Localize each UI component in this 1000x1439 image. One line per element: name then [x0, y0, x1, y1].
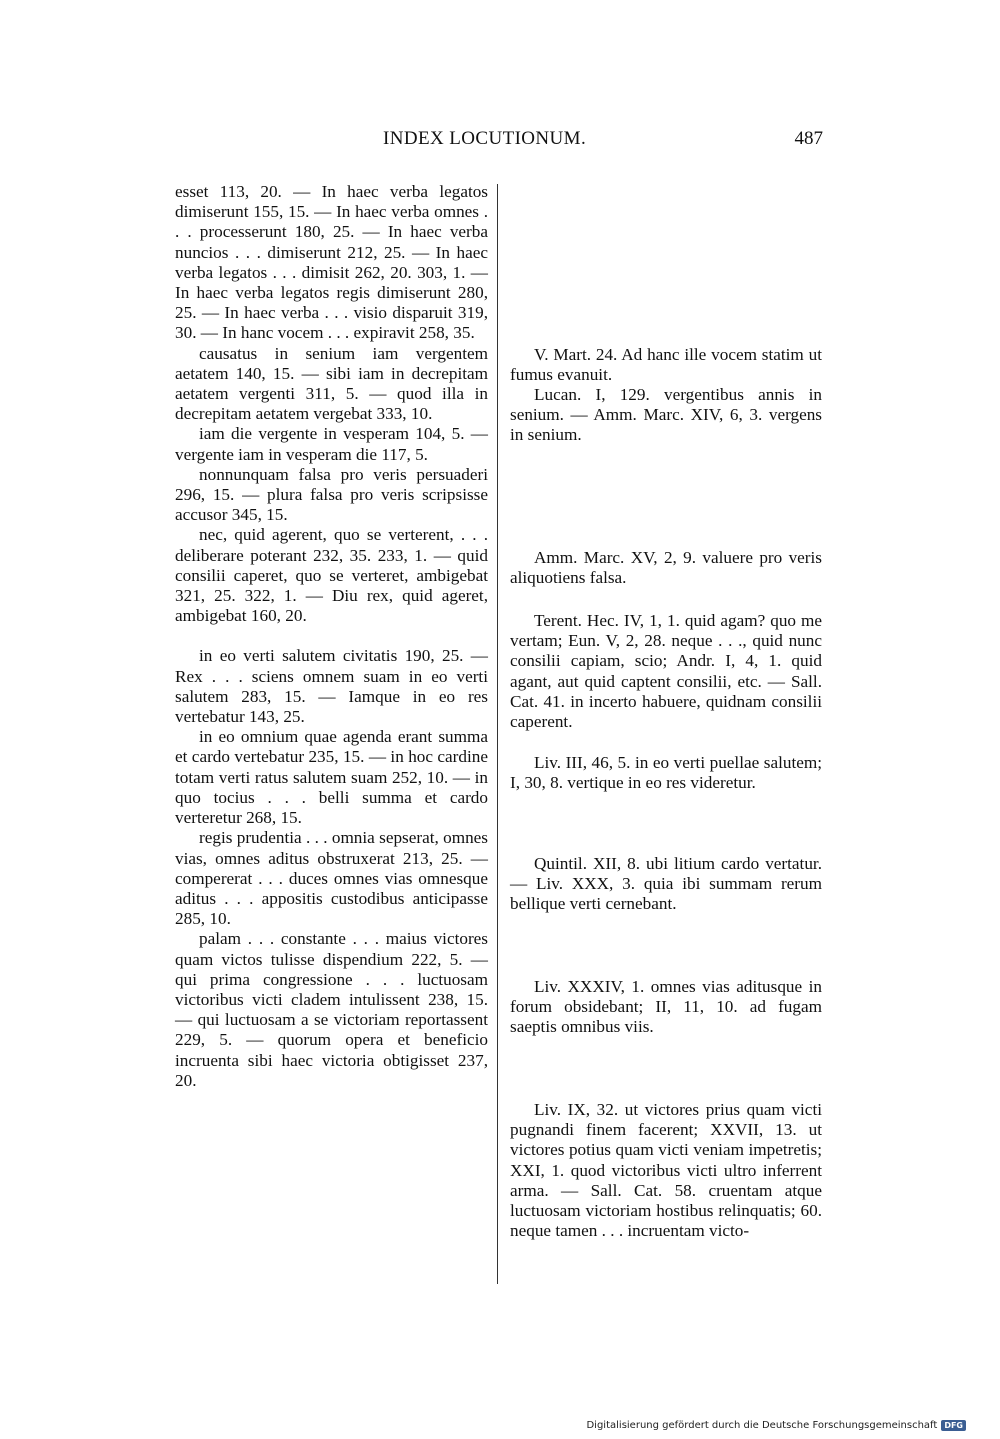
left-entry-summa-et-cardo: in eo omnium quae agenda erant summa et cardo vertebatur 235, 15. — in hoc cardine totam verti ratus salutem suam 252, 10. — in quo tocius . . . belli summa et cardo verteretur 268, 15.: [175, 727, 488, 828]
left-entry-victores: palam . . . constante . . . maius victores quam victos tulisse dispendium 222, 5. — qui prima congressione . . . luctuosam victoribus victi cladem intulissent 238, 15. — qui luctuosam a se victoriam reportassent 229, 5. — quorum opera et beneficio incruenta sibi haec victoria obtigisset 237, 20.: [175, 929, 488, 1090]
right-entry-quintil: [510, 854, 822, 915]
right-entry-liv-xxxiv: [510, 977, 822, 1038]
right-entry-terent: [510, 611, 822, 732]
left-entry-causatus: causatus in senium iam vergentem aetatem 140, 15. — sibi iam in decrepitam aetatem vergenti 311, 5. — quod illa in decrepitam aetatem vergebat 333, 10.: [175, 343, 488, 424]
left-entry-omnes-vias: regis prudentia . . . omnia sepserat, omnes vias, omnes aditus obstruxerat 213, 25. — compererat . . . duces omnes vias omnesque aditus . . . appositis custodibus anticipasse 285, 10.: [175, 828, 488, 929]
left-entry-die-vergente: iam die vergente in vesperam 104, 5. — vergente iam in vesperam die 117, 5.: [175, 424, 488, 464]
right-entry-text: Amm. Marc. XV, 2, 9. valuere pro veris aliquotiens falsa.: [510, 548, 822, 588]
dfg-logo: DFG: [941, 1420, 966, 1431]
left-entry-quo-se-verterent: nec, quid agerent, quo se verterent, . . . deliberare poterant 232, 35. 233, 1. — quid consilii caperet, quo se verteret, ambigebat 321, 25. 322, 1. — Diu rex, quid ageret, ambigebat 160, 20.: [175, 525, 488, 626]
right-entry-text: Terent. Hec. IV, 1, 1. quid agam? quo me vertam; Eun. V, 2, 28. neque . . ., quid nunc consilii capiam, scio; Andr. I, 4, 1. quid agant, aut quid captent consilii, etc. — Sall. Cat. 41. in incerto habuere, quidnam consilii caperent.: [510, 611, 822, 732]
right-entry-text: Liv. IX, 32. ut victores prius quam victi pugnandi finem facerent; XXVII, 13. ut victores potius quam victi veniam impetretis; XXI, 1. quod victoribus victi ultro inferrent arma. — Sall. Cat. 58. cruentam atque luctuosam victoriam hostibus relinquatis; 60. neque tamen . . . incruentam victo-: [510, 1100, 822, 1241]
right-entry-text: Liv. III, 46, 5. in eo verti puellae salutem; I, 30, 8. vertique in eo res videretur.: [510, 753, 822, 793]
right-entry-text: Quintil. XII, 8. ubi litium cardo vertatur. — Liv. XXX, 3. quia ibi summam rerum bellique verti cernebant.: [510, 854, 822, 914]
column-divider: [497, 184, 498, 1284]
left-entry-in-haec-verba: esset 113, 20. — In haec verba legatos dimiserunt 155, 15. — In haec verba omnes . . . processerunt 180, 25. — In haec verba nuncios . . . dimiserunt 212, 25. — In haec verba legatos . . . dimisit 262, 20. 303, 1. — In haec verba legatos regis dimiserunt 280, 25. — In haec verba . . . visio disparuit 319, 30. — In hanc vocem . . . expiravit 258, 35.: [175, 182, 488, 343]
right-entry-text: Liv. XXXIV, 1. omnes vias aditusque in forum obsidebant; II, 11, 10. ad fugam saeptis omnibus viis.: [510, 977, 822, 1037]
left-entry-in-eo-verti: in eo verti salutem civitatis 190, 25. — Rex . . . sciens omnem suam in eo verti salutem 283, 15. — Iamque in eo res vertebatur 143, 25.: [175, 646, 488, 727]
page-number: 487: [794, 128, 823, 149]
right-entry-lucan: [510, 385, 822, 446]
right-entry-v-mart: [510, 345, 822, 385]
right-entry-liv-iii: [510, 753, 822, 793]
left-column: [175, 182, 488, 1091]
credit-text: Digitalisierung gefördert durch die Deutsche Forschungsgemeinschaft: [586, 1420, 938, 1431]
digitization-credit: [586, 1420, 966, 1431]
page-title: INDEX LOCUTIONUM.: [383, 128, 587, 149]
right-entry-liv-ix: [510, 1100, 822, 1241]
right-entry-text: V. Mart. 24. Ad hanc ille vocem statim ut fumus evanuit.: [510, 345, 822, 385]
running-header: [383, 128, 823, 158]
right-entry-amm-marc: [510, 548, 822, 588]
right-entry-text: Lucan. I, 129. vergentibus annis in senium. — Amm. Marc. XIV, 6, 3. vergens in senium.: [510, 385, 822, 445]
left-entry-falsa-pro-veris: nonnunquam falsa pro veris persuaderi 296, 15. — plura falsa pro veris scripsisse accusor 345, 15.: [175, 464, 488, 525]
